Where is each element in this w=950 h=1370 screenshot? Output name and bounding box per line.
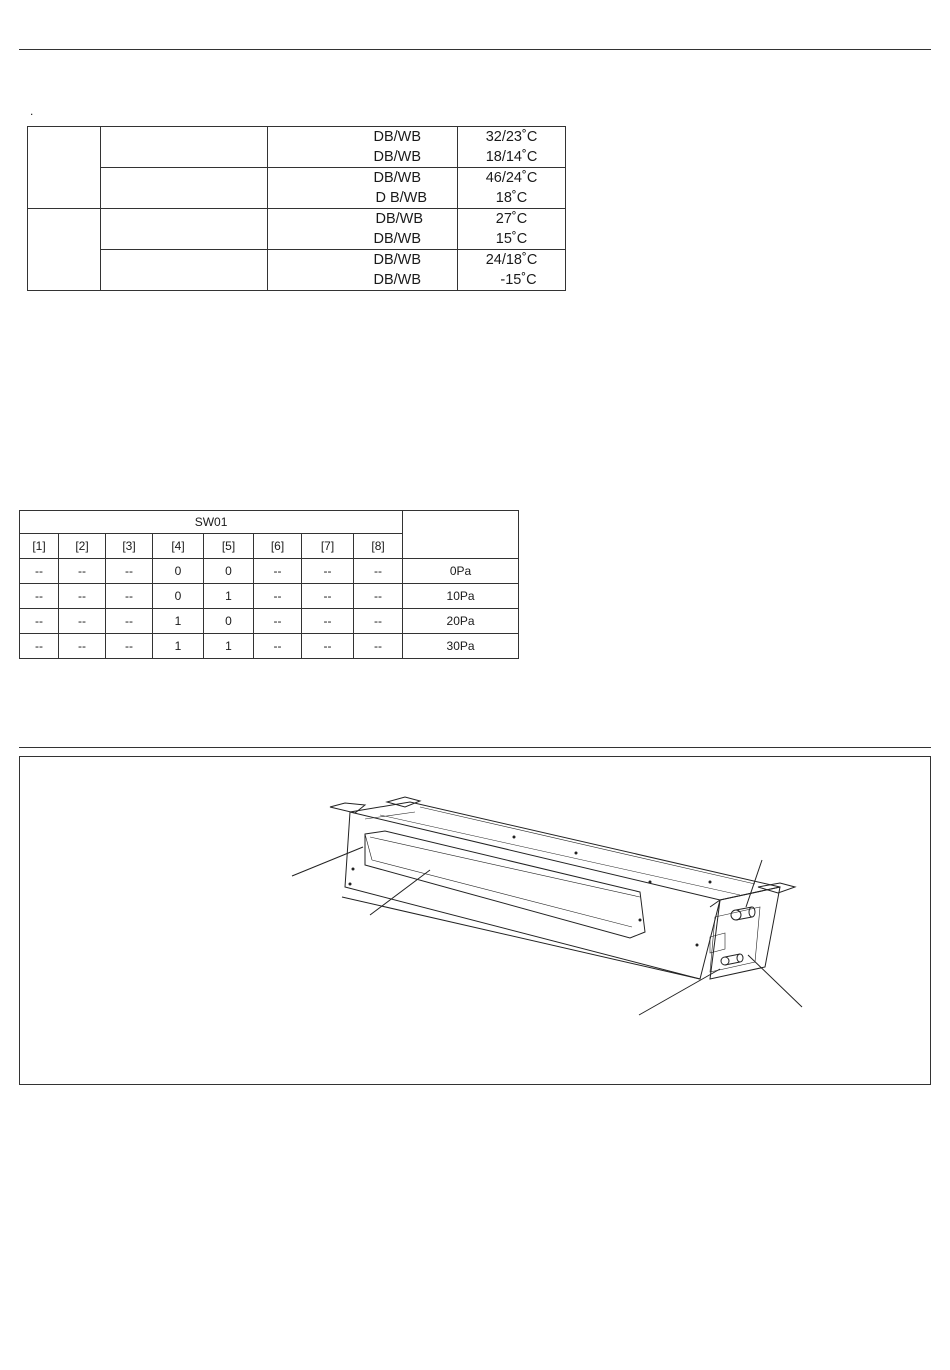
switch-bit-cell: 1: [153, 634, 204, 659]
table-row: [20, 634, 519, 659]
value-cell: 46/24˚C 18˚C: [458, 168, 566, 209]
operating-conditions-table: [27, 126, 566, 291]
unit-figure-frame: [19, 756, 931, 1085]
switch-bit-cell: --: [254, 559, 302, 584]
section-rule: [19, 747, 931, 748]
switch-bit-cell: 0: [204, 609, 254, 634]
switch-bit-cell: --: [106, 634, 153, 659]
table-row: [20, 584, 519, 609]
pressure-cell: 0Pa: [403, 559, 519, 584]
dbwb-cell: DB/WB DB/WB: [268, 209, 458, 250]
pressure-cell: 20Pa: [403, 609, 519, 634]
switch-column-header: [5]: [204, 534, 254, 559]
switch-bit-cell: --: [59, 609, 106, 634]
switch-bit-cell: --: [106, 559, 153, 584]
value-cell: 24/18˚C -15˚C: [458, 250, 566, 291]
switch-column-header: [1]: [20, 534, 59, 559]
switch-bit-cell: --: [59, 584, 106, 609]
switch-bit-cell: --: [254, 584, 302, 609]
switch-bit-cell: --: [302, 634, 354, 659]
table-row: [20, 609, 519, 634]
switch-bit-cell: --: [354, 634, 403, 659]
switch-bit-cell: 1: [153, 609, 204, 634]
switch-bit-cell: --: [254, 609, 302, 634]
switch-column-header: [7]: [302, 534, 354, 559]
switch-column-header: [3]: [106, 534, 153, 559]
value-cell: 27˚C 15˚C: [458, 209, 566, 250]
switch-bit-cell: --: [20, 609, 59, 634]
side-cell: [101, 168, 268, 209]
switch-bit-cell: --: [106, 609, 153, 634]
dbwb-cell: DB/WB DB/WB: [268, 250, 458, 291]
bullet-dot: .: [30, 104, 34, 118]
switch-bit-cell: --: [302, 584, 354, 609]
switch-column-header: [8]: [354, 534, 403, 559]
top-rule: [19, 49, 931, 50]
switch-bit-cell: 0: [153, 559, 204, 584]
switch-bit-cell: --: [20, 584, 59, 609]
switch-column-header: [6]: [254, 534, 302, 559]
pressure-cell: 30Pa: [403, 634, 519, 659]
switch-bit-cell: --: [302, 609, 354, 634]
switch-column-header: [2]: [59, 534, 106, 559]
table-row: [20, 559, 519, 584]
switch-bit-cell: --: [354, 559, 403, 584]
sw01-table: [19, 510, 519, 659]
pressure-header: [403, 511, 519, 559]
side-cell: [101, 209, 268, 250]
switch-bit-cell: 1: [204, 584, 254, 609]
switch-bit-cell: 1: [204, 634, 254, 659]
side-cell: [101, 250, 268, 291]
switch-bit-cell: --: [59, 634, 106, 659]
dbwb-cell: DB/WB D B/WB: [268, 168, 458, 209]
switch-bit-cell: --: [106, 584, 153, 609]
switch-bit-cell: 0: [204, 559, 254, 584]
switch-bit-cell: 0: [153, 584, 204, 609]
mode-cell-cooling: [28, 127, 101, 209]
switch-bit-cell: --: [354, 609, 403, 634]
switch-bit-cell: --: [254, 634, 302, 659]
switch-bit-cell: --: [20, 559, 59, 584]
switch-bit-cell: --: [59, 559, 106, 584]
value-cell: 32/23˚C 18/14˚C: [458, 127, 566, 168]
mode-cell-heating: [28, 209, 101, 291]
dbwb-cell: DB/WB DB/WB: [268, 127, 458, 168]
side-cell: [101, 127, 268, 168]
pressure-cell: 10Pa: [403, 584, 519, 609]
sw01-title: SW01: [20, 511, 403, 534]
switch-bit-cell: --: [354, 584, 403, 609]
duct-unit-illustration: [20, 757, 932, 1086]
switch-bit-cell: --: [20, 634, 59, 659]
switch-column-header: [4]: [153, 534, 204, 559]
switch-bit-cell: --: [302, 559, 354, 584]
